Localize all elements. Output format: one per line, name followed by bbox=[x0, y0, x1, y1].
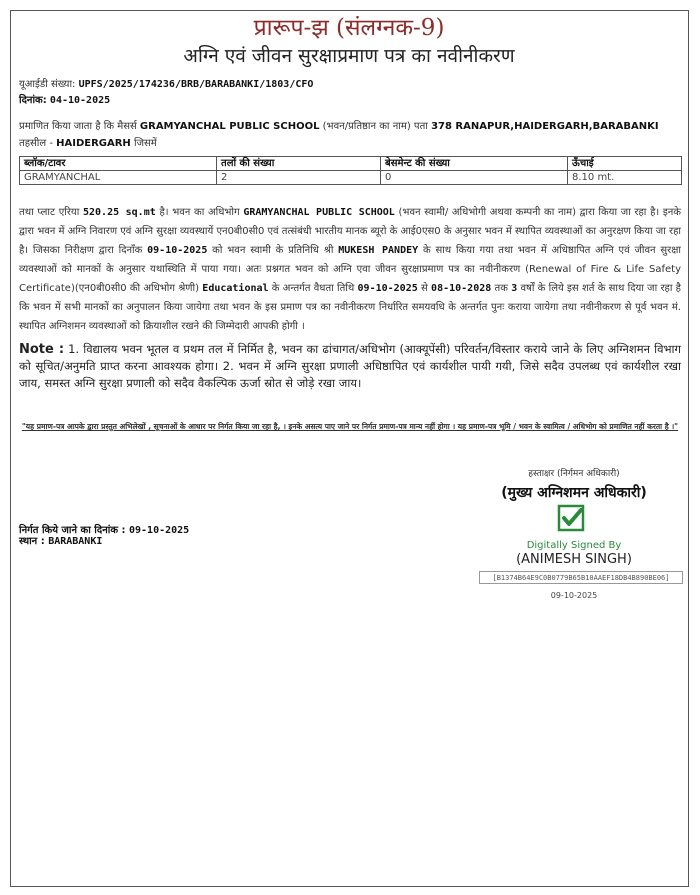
table-header-row bbox=[20, 157, 682, 171]
building-details-table bbox=[19, 156, 682, 185]
checkmark-icon bbox=[557, 504, 585, 532]
form-title: प्रारूप-झ (संलग्नक-9) bbox=[253, 15, 445, 41]
disclaimer: "यह प्रमाण-पत्र आपके द्वारा प्रस्तुत अभिलेखों , सूचनाओं के आधार पर निर्गत किया जा रहा है, । इनके असत्य पाए जाने पर निर्गत प्रमाण-पत्र मान्य नहीं होगा । यह प्रमाण-पत्र भूमि / भवन के स्वामित्व / अधिभोग को प्रमाणित नहीं करता है ।" bbox=[21, 422, 679, 431]
uid-line bbox=[19, 77, 313, 93]
header-height: ऊँचाई bbox=[568, 157, 682, 171]
signature-label: हस्ताक्षर (निर्गमन अधिकारी) bbox=[528, 469, 620, 479]
body-text: के अन्तर्गत वैधता तिथि bbox=[271, 283, 355, 294]
body-text: तथा प्लाट एरिया bbox=[19, 207, 80, 218]
body-text: के साथ किया गया तथा भवन में अधिष्ठापित अग्नि एवं जीवन सुरक्षा व्यवस्थाओं को मानकों के अनुसार यथास्थिति में पाया गया। अतः प्रश्नगत भवन को अग्नि एवा जीवन सुरक्षाप्रमाण पत्र का नवीनीकरण (Renewal of Fire & Life Safety Certificate)(एन0बी0सी0 की अधिभोग श्रेणी) bbox=[19, 245, 681, 294]
certify-prefix: प्रमाणित किया जाता है कि मैसर्स bbox=[19, 121, 137, 132]
body-text: है। भवन का अधिभोग bbox=[159, 207, 240, 218]
certify-mid: (भवन/प्रतिष्ठान का नाम) पता bbox=[322, 121, 428, 132]
signing-authority-title: (मुख्य अग्निशमन अधिकारी) bbox=[501, 485, 647, 501]
tehsil-label: तहसील - bbox=[19, 138, 53, 149]
date-label: दिनांक: bbox=[19, 95, 47, 106]
validity-years: 3 bbox=[511, 283, 518, 294]
issue-details bbox=[19, 525, 189, 547]
inspection-date: 09-10-2025 bbox=[147, 245, 208, 256]
plot-area: 520.25 sq.mt bbox=[83, 207, 156, 218]
cell-height: 8.10 mt. bbox=[568, 171, 682, 185]
certificate-body bbox=[19, 203, 681, 336]
issue-date-row bbox=[19, 525, 189, 536]
body-text: से bbox=[421, 283, 428, 294]
header-basements: बेसमेन्ट की संख्या bbox=[381, 157, 568, 171]
certify-line bbox=[19, 119, 659, 135]
body-text: को भवन स्वामी के प्रतिनिधि श्री bbox=[212, 245, 334, 256]
occupancy-category: Educational bbox=[202, 283, 269, 294]
cell-basements: 0 bbox=[381, 171, 568, 185]
certificate-page bbox=[10, 10, 689, 887]
validity-from: 09-10-2025 bbox=[357, 283, 418, 294]
occupant-name: GRAMYANCHAL PUBLIC SCHOOL bbox=[243, 207, 395, 218]
firm-name: GRAMYANCHAL PUBLIC SCHOOL bbox=[139, 121, 320, 132]
issue-place-value: BARABANKI bbox=[48, 536, 103, 547]
note-label: Note : bbox=[19, 342, 65, 357]
tehsil-line bbox=[19, 136, 157, 152]
note-text: 1. विद्यालय भवन भूतल व प्रथम तल में निर्मित है, भवन का ढांचागत/अधिभोग (आक्यूपेंसी) परिवर्तन/विस्तार कराये जाने के लिए अग्निशमन विभाग को सूचित/अनुमति प्राप्त करना आवश्यक होगा। 2. भवन में अग्नि सुरक्षा प्रणाली अधिष्ठापित एवं कार्यशील पायी गयी, जिसे सदैव उपलब्ध एवं कार्यशील रखा जाय, समस्त अग्नि सुरक्षा प्रणाली को सदैव वैकल्पिक ऊर्जा स्रोत से जोड़े रखा जाय। bbox=[19, 342, 681, 390]
tehsil-value: HAIDERGARH bbox=[56, 138, 131, 149]
header-floors: तलों की संख्या bbox=[217, 157, 381, 171]
tehsil-suffix: जिसमें bbox=[134, 138, 157, 149]
body-text: (भवन स्वामी/ अधिभोगी अथवा कम्पनी का नाम) द्वारा किया जा रहा है। इनके द्वारा भवन में अग्नि निवारण एवं अग्नि सुरक्षा व्यवस्थायें एन0बी0सी0 एवं तत्संबंधी भारतीय मानक ब्यूरो के आई0एस0 के अनुसार भवन में स्थापित व्यवस्थाओं का अनुरक्षण किया जा रहा है। जिसका निरीक्षण द्वारा दिनाँक bbox=[19, 207, 681, 256]
validity-to: 08-10-2028 bbox=[431, 283, 492, 294]
cell-block-tower: GRAMYANCHAL bbox=[20, 171, 217, 185]
table-row bbox=[20, 171, 682, 185]
uid-label: यूआईडी संख्या: bbox=[19, 79, 76, 90]
body-text: वर्षों के लिये इस शर्त के साथ दिया जा रहा है कि भवन में सभी मानकों का अनुपालन किया जायेगा तथा भवन के इस प्रमाण पत्र का नवीनीकरण निर्धारित समयवधि के अन्तर्गत पुनः कराया जायेगा तथा नवीनीकरण से पूर्व भवन मं. स्थापित अग्निशमन व्यवस्थाओं को क्रियाशील रखने की जिम्मेदारी आपकी होगी । bbox=[19, 283, 681, 332]
certificate-title: अग्नि एवं जीवन सुरक्षाप्रमाण पत्र का नवीनीकरण bbox=[183, 45, 515, 67]
issue-date-value: 09-10-2025 bbox=[128, 525, 190, 536]
issue-place-label: स्थान : bbox=[19, 536, 45, 547]
body-text: तक bbox=[494, 283, 508, 294]
header-block-tower: ब्लॉक/टावर bbox=[20, 157, 217, 171]
note-section bbox=[19, 341, 681, 392]
uid-value: UPFS/2025/174236/BRB/BARABANKI/1803/CFO bbox=[78, 79, 314, 90]
issue-date-line bbox=[19, 93, 110, 109]
issue-date-label: निर्गत किये जाने का दिनांक : bbox=[19, 525, 126, 536]
cell-floors: 2 bbox=[217, 171, 381, 185]
certificate-hash: [B1374B64E9C0B0779B65B10AAEF18DB4B890BE06] bbox=[479, 571, 683, 584]
firm-address: 378 RANAPUR,HAIDERGARH,BARABANKI bbox=[431, 121, 659, 132]
representative-name: MUKESH PANDEY bbox=[338, 245, 419, 256]
signature-date: 09-10-2025 bbox=[550, 591, 598, 600]
signer-name: (ANIMESH SINGH) bbox=[516, 552, 632, 567]
issue-place-row bbox=[19, 536, 189, 547]
digitally-signed-text: Digitally Signed By bbox=[526, 540, 622, 551]
date-value: 04-10-2025 bbox=[49, 95, 111, 106]
